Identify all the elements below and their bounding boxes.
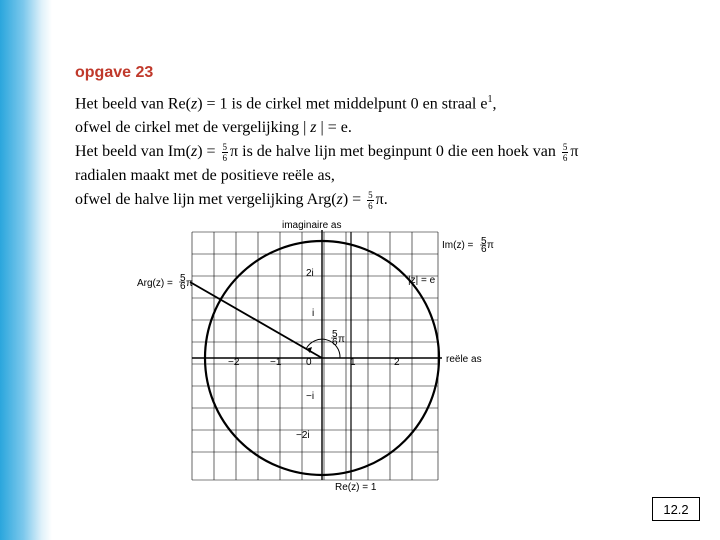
fraction-five-sixths: $\frac{5}{6}$ <box>562 142 568 164</box>
complex-plane-figure <box>130 218 494 498</box>
page-number-box: 12.2 <box>652 497 700 521</box>
imaginary-axis-label: imaginaire as <box>282 220 342 231</box>
real-axis-label: reële as <box>446 354 482 365</box>
x-tick-label: 1 <box>350 357 356 368</box>
text-line-5: ofwel de halve lijn met vergelijking Arg(z) = $\frac{5}{6}$ π. <box>75 190 388 212</box>
im-pi: π <box>487 240 494 251</box>
x-tick-label: −1 <box>270 357 282 368</box>
angle-frac-den: 6 <box>332 337 338 348</box>
angle-pi: π <box>338 334 345 345</box>
text-line-3: Het beeld van Im(z) = $\frac{5}{6}$ π is de halve lijn met beginpunt 0 die een hoek van $\frac{5}{6}$ π <box>75 142 579 164</box>
exercise-text <box>75 88 695 212</box>
y-tick-label: i <box>312 308 315 319</box>
y-tick-label: 2i <box>306 268 314 279</box>
y-tick-label: −i <box>306 391 315 402</box>
im-label: Im(z) = <box>442 240 474 251</box>
text-line-1: Het beeld van Re(z) = 1 is de cirkel met middelpunt 0 en straal $e^1$, <box>75 94 497 113</box>
y-tick-label: −2i <box>296 430 310 441</box>
arg-frac-num: 5 <box>180 273 186 284</box>
fraction-five-sixths: $\frac{5}{6}$ <box>222 142 228 164</box>
arg-frac-den: 6 <box>180 281 186 292</box>
arg-label: Arg(z) = <box>137 278 173 289</box>
x-tick-label: −2 <box>228 357 240 368</box>
text-line-4: radialen maakt met de positieve reële as, <box>75 167 335 185</box>
arg-pi: π <box>186 278 193 289</box>
im-frac-den: 6 <box>481 244 487 255</box>
angle-frac-num: 5 <box>332 329 338 340</box>
x-tick-label: 0 <box>306 357 312 368</box>
exercise-title: opgave 23 <box>75 64 154 81</box>
x-tick-label: 2 <box>394 357 400 368</box>
circle-label: |z| = e <box>408 275 436 286</box>
re-label: Re(z) = 1 <box>335 482 377 493</box>
im-frac-num: 5 <box>481 236 487 247</box>
text-line-2: ofwel de cirkel met de vergelijking | z | = e. <box>75 119 352 137</box>
fraction-five-sixths: $\frac{5}{6}$ <box>368 190 373 212</box>
decorative-side-bar <box>0 0 52 540</box>
complex-plane-svg <box>130 218 494 498</box>
